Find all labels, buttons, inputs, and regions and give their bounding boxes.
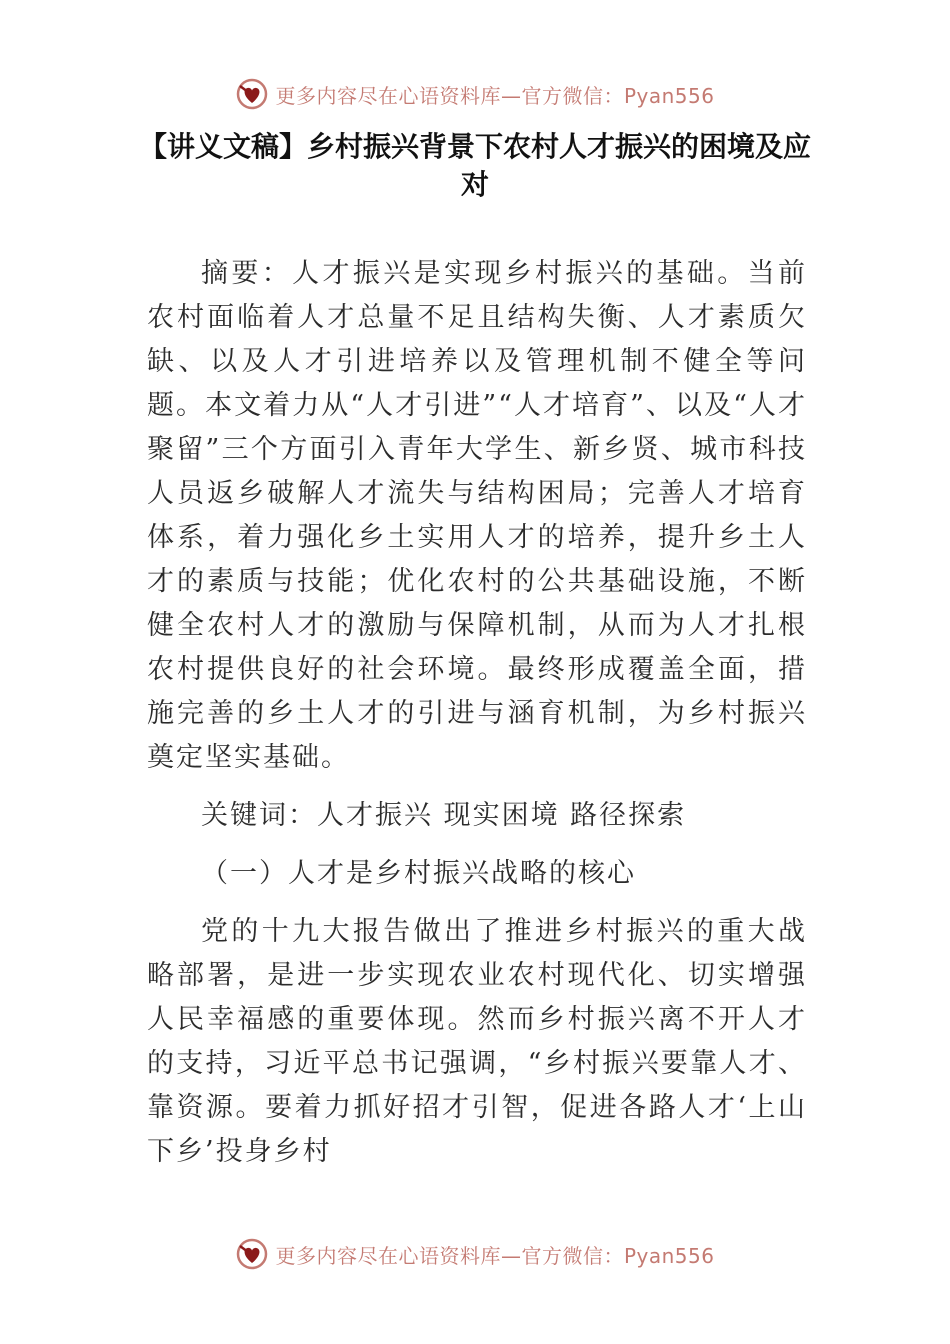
footer-watermark bbox=[0, 1234, 950, 1274]
document-body bbox=[147, 252, 807, 1174]
keywords-line: 关键词：人才振兴 现实困境 路径探索 bbox=[201, 800, 687, 831]
heart-logo-icon bbox=[235, 1237, 269, 1271]
document-title: 【讲义文稿】乡村振兴背景下农村人才振兴的困境及应对 bbox=[138, 130, 811, 201]
body-paragraph: 党的十九大报告做出了推进乡村振兴的重大战略部署，是进一步实现农业农村现代化、切实增强人民幸福感的重要体现。然而乡村振兴离不开人才的支持，习近平总书记强调，“乡村振兴要靠人才、靠资源。要着力抓好招才引智，促进各路人才‘上山下乡’投身乡村 bbox=[147, 916, 807, 1167]
abstract-paragraph: 摘要：人才振兴是实现乡村振兴的基础。当前农村面临着人才总量不足且结构失衡、人才素质欠缺、以及人才引进培养以及管理机制不健全等问题。本文着力从“人才引进”“人才培育”、以及“人才聚留”三个方面引入青年大学生、新乡贤、城市科技人员返乡破解人才流失与结构困局；完善人才培育体系，着力强化乡土实用人才的培养，提升乡土人才的素质与技能；优化农村的公共基础设施，不断健全农村人才的激励与保障机制，从而为人才扎根农村提供良好的社会环境。最终形成覆盖全面，措施完善的乡土人才的引进与涵育机制，为乡村振兴奠定坚实基础。 bbox=[147, 258, 807, 773]
heart-logo-icon bbox=[235, 77, 269, 111]
watermark-text: 更多内容尽在心语资料库—官方微信：Pyan556 bbox=[275, 1243, 715, 1268]
watermark-text: 更多内容尽在心语资料库—官方微信：Pyan556 bbox=[275, 83, 715, 108]
header-watermark bbox=[0, 74, 950, 114]
section-heading: （一）人才是乡村振兴战略的核心 bbox=[201, 858, 636, 889]
